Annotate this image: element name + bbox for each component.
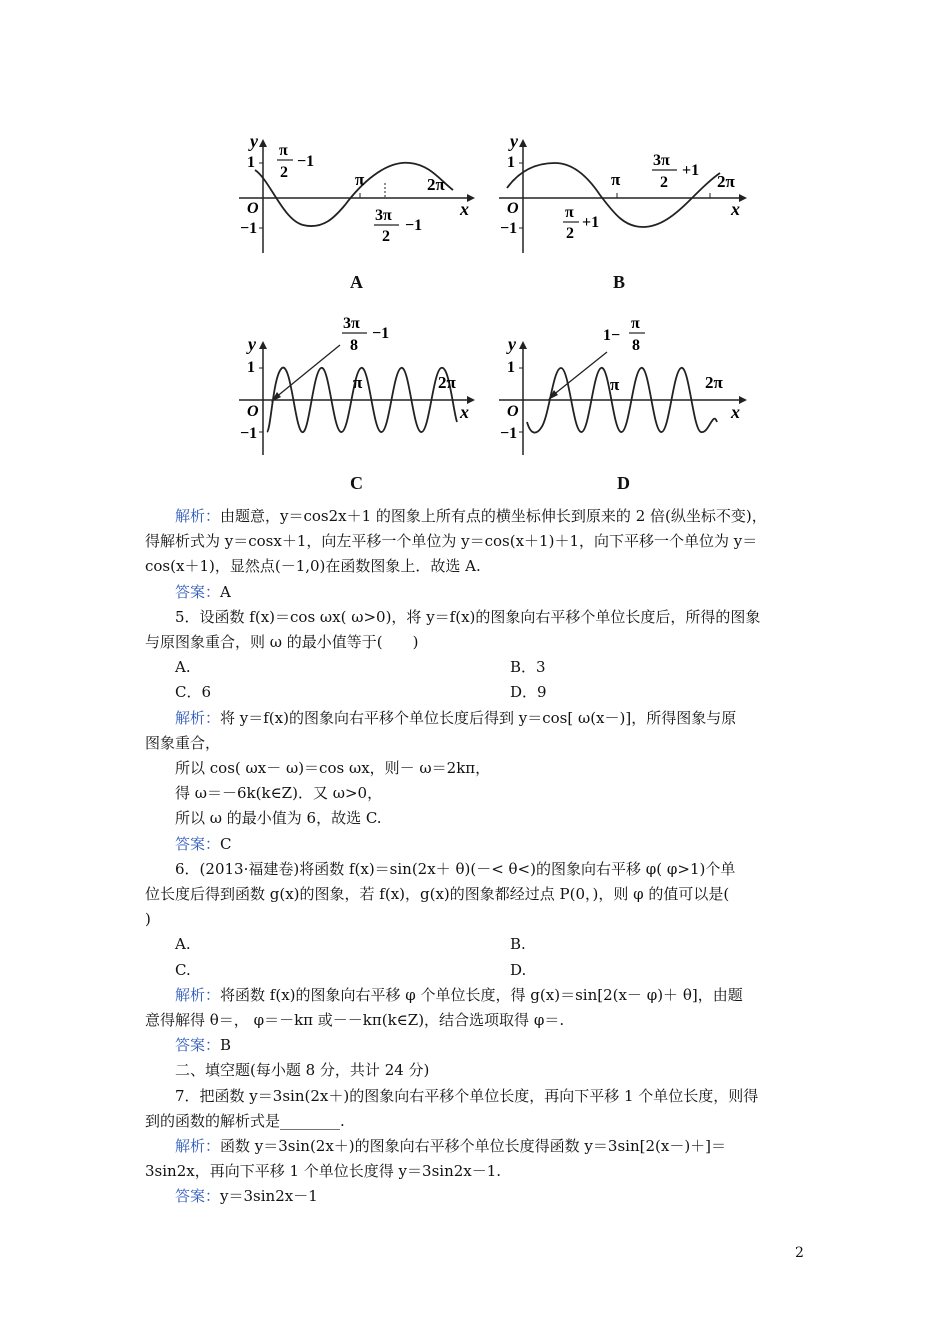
neg-one-label: −1 xyxy=(500,220,518,237)
tick1-suffix: −1 xyxy=(297,153,315,170)
q6-options-ab xyxy=(145,932,805,957)
y-label: y xyxy=(510,131,518,151)
q5-option-d: D．9 xyxy=(510,683,547,702)
callout-num: π xyxy=(631,315,640,332)
q5-options-ab xyxy=(145,655,805,680)
q7-explanation-line2: 3sin2x，再向下平移 1 个单位长度得 y＝3sin2x－1. xyxy=(145,1162,502,1181)
jiexi-label: 解析： xyxy=(175,507,221,525)
q6-explanation-line2: 意得解得 θ＝， φ＝－kπ 或－－kπ(k∈Z)，结合选项取得 φ＝. xyxy=(145,1011,565,1030)
graph-d xyxy=(495,310,755,460)
x-label: x xyxy=(731,402,740,422)
one-label: 1 xyxy=(247,359,255,376)
y-label: y xyxy=(248,334,256,354)
tick2-num: 3π xyxy=(375,207,392,224)
answer-label: 答案： xyxy=(175,1187,221,1206)
callout-den: 8 xyxy=(632,337,640,354)
callout-num: 3π xyxy=(343,315,360,332)
pi-label: π xyxy=(610,375,620,394)
section-heading: 二、填空题(每小题 8 分，共计 24 分) xyxy=(175,1061,430,1080)
q7-stem-line1: 7．把函数 y＝3sin(2x＋)的图象向右平移个单位长度，再向下平移 1 个单位长度，则得 xyxy=(175,1086,759,1105)
q5-options-cd xyxy=(145,680,805,705)
jiexi-label: 解析： xyxy=(175,708,221,727)
x-label: x xyxy=(731,199,740,219)
x-axis-arrow xyxy=(739,396,747,404)
neg-one-label: −1 xyxy=(240,425,258,442)
q6-stem-line2: 位长度后得到函数 g(x)的图象，若 f(x)，g(x)的图象都经过点 P(0，)，则 φ 的值可以是( xyxy=(145,885,730,904)
origin-label: O xyxy=(507,403,519,420)
q7-explanation-line1: 解析：函数 y＝3sin(2x＋)的图象向右平移个单位长度得函数 y＝3sin[2(x－)＋]＝ xyxy=(175,1137,727,1156)
two-pi-label: 2π xyxy=(717,172,735,191)
two-pi-label: 2π xyxy=(438,373,456,392)
q5-explanation-line1: 解析：将 y＝f(x)的图象向右平移个单位长度后得到 y＝cos[ ω(x－)]，所得图象与原 xyxy=(175,708,737,727)
q5-stem-line1: 5．设函数 f(x)＝cos ωx( ω>0)，将 y＝f(x)的图象向右平移个单位长度后，所得的图象 xyxy=(175,607,761,626)
q6-answer: 答案：B xyxy=(175,1036,232,1055)
y-axis-arrow xyxy=(519,139,527,147)
y-axis-arrow xyxy=(519,341,527,349)
tick1-num: π xyxy=(279,142,288,159)
two-pi-label: 2π xyxy=(427,175,445,194)
pi-label: π xyxy=(353,373,363,392)
callout-arrowhead xyxy=(548,390,558,400)
y-axis-arrow xyxy=(259,139,267,147)
jiexi-label: 解析： xyxy=(175,1137,221,1156)
tick1-den: 2 xyxy=(280,164,288,181)
q5-stem-line2: 与原图象重合，则 ω 的最小值等于( ) xyxy=(145,633,419,652)
origin-label: O xyxy=(247,403,259,420)
q7-answer: 答案：y＝3sin2x－1 xyxy=(175,1187,318,1206)
jiexi-label: 解析： xyxy=(175,985,221,1004)
tick2-num: 3π xyxy=(653,152,670,169)
graph-a-label: A xyxy=(350,272,363,292)
origin-label: O xyxy=(507,200,519,217)
neg-one-label: −1 xyxy=(240,220,258,237)
q5-explanation-line2: 图象重合， xyxy=(145,733,221,752)
q5-explanation-line4: 得 ω＝－6k(k∈Z)．又 ω>0， xyxy=(175,784,383,803)
graph-a-svg xyxy=(235,125,480,255)
q6-stem-line3: ) xyxy=(145,910,151,929)
q6-explanation-line1: 解析：将函数 f(x)的图象向右平移 φ 个单位长度，得 g(x)＝sin[2(x－ φ)＋ θ]，由题 xyxy=(175,985,743,1004)
callout-pre: 1− xyxy=(603,327,621,344)
graph-a xyxy=(235,125,480,255)
graph-d-svg xyxy=(495,310,755,460)
two-pi-label: 2π xyxy=(705,373,723,392)
one-label: 1 xyxy=(507,359,515,376)
q6-option-d: D. xyxy=(510,960,527,979)
tick1-suffix: +1 xyxy=(582,214,600,231)
x-label: x xyxy=(460,402,469,422)
answer-label: 答案： xyxy=(175,834,221,853)
pi-label: π xyxy=(355,170,365,189)
x-label: x xyxy=(460,199,469,219)
tick2-den: 2 xyxy=(660,174,668,191)
graph-c-svg xyxy=(235,310,480,460)
tick1-num: π xyxy=(565,204,574,221)
y-label: y xyxy=(250,131,258,151)
callout-den: 8 xyxy=(350,337,358,354)
q4-explanation-line1: 解析：由题意，y＝cos2x＋1 的图象上所有点的横坐标伸长到原来的 2 倍(纵坐标不变)， xyxy=(175,507,767,525)
q6-option-a: A. xyxy=(175,935,191,954)
origin-label: O xyxy=(247,200,259,217)
graph-b xyxy=(495,125,755,255)
tick2-suffix: +1 xyxy=(682,162,700,179)
q5-explanation-line5: 所以 ω 的最小值为 6，故选 C. xyxy=(175,809,382,828)
answer-label: 答案： xyxy=(175,582,221,601)
tick1-den: 2 xyxy=(566,225,574,242)
answer-label: 答案： xyxy=(175,1036,221,1055)
q4-answer: 答案：A xyxy=(175,582,231,601)
one-label: 1 xyxy=(507,154,515,171)
q6-options-cd xyxy=(145,958,805,983)
neg-one-label: −1 xyxy=(500,425,518,442)
q6-option-b: B. xyxy=(510,935,526,954)
callout-suffix: −1 xyxy=(372,325,390,342)
q4-explanation-line3: cos(x＋1)，显然点(－1,0)在函数图象上．故选 A. xyxy=(145,557,481,576)
x-axis-arrow xyxy=(739,194,747,202)
page-number: 2 xyxy=(795,1245,804,1261)
one-label: 1 xyxy=(247,154,255,171)
tick2-den: 2 xyxy=(382,228,390,245)
pi-label: π xyxy=(611,170,621,189)
graph-b-svg xyxy=(495,125,755,255)
y-label: y xyxy=(508,334,516,354)
q5-option-c: C．6 xyxy=(175,683,212,702)
graph-b-label: B xyxy=(613,272,626,292)
q5-answer: 答案：C xyxy=(175,834,232,853)
q5-option-b: B．3 xyxy=(510,658,546,677)
y-axis-arrow xyxy=(259,341,267,349)
q7-stem-line2: 到的函数的解析式是________. xyxy=(145,1111,345,1130)
q6-option-c: C. xyxy=(175,960,191,979)
q5-option-a: A. xyxy=(175,658,191,677)
graph-c-label: C xyxy=(350,473,363,493)
q6-stem-line1: 6．(2013·福建卷)将函数 f(x)＝sin(2x＋ θ)(－< θ<)的图象向右平移 φ( φ>1)个单 xyxy=(175,859,736,878)
q4-explanation-line2: 得解析式为 y＝cosx＋1，向左平移一个单位为 y＝cos(x＋1)＋1，向下平移一个单位为 y＝ xyxy=(145,532,758,551)
callout-arrow xyxy=(552,352,607,396)
tick2-suffix: −1 xyxy=(405,217,423,234)
q5-explanation-line3: 所以 cos( ωx－ ω)＝cos ωx，则－ ω＝2kπ， xyxy=(175,759,491,778)
text-content xyxy=(145,504,805,1210)
graph-c xyxy=(235,310,480,460)
graph-d-label: D xyxy=(617,473,630,493)
